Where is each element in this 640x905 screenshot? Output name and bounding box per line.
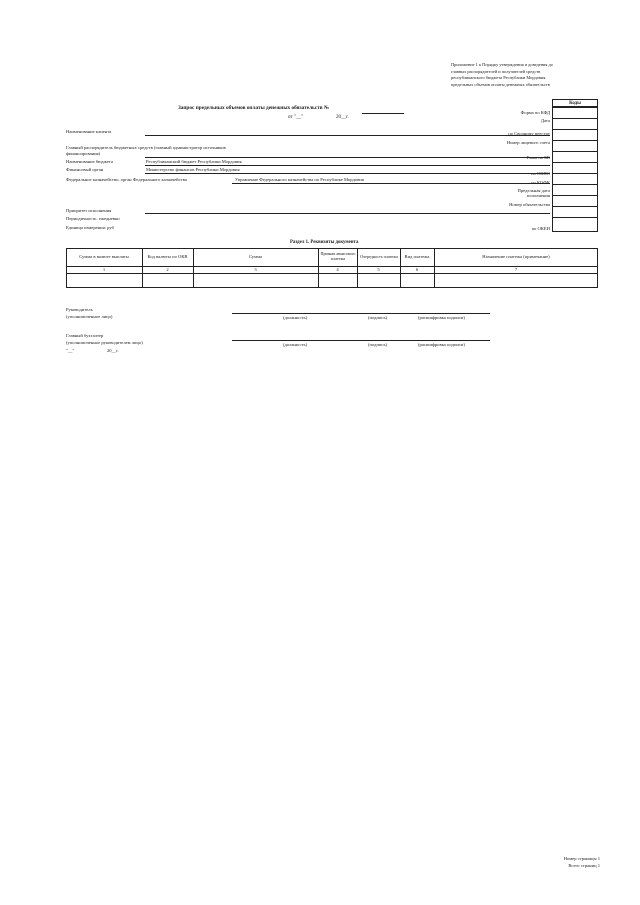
code-label-account: Номер лицевого счета — [506, 140, 550, 145]
codes-column — [552, 107, 598, 232]
codes-separator — [552, 162, 598, 163]
table-col-number: 2 — [166, 266, 169, 272]
codes-separator — [552, 206, 598, 207]
codes-separator — [552, 118, 598, 119]
appendix-line-3: республиканского бюджета Республики Мордовия — [451, 75, 546, 81]
table-col-number: 5 — [377, 266, 380, 272]
section-title: Раздел 1. Реквизиты документа — [290, 240, 359, 245]
sign-date-from: "__" — [66, 348, 75, 353]
accountant-position-caption: (должность) — [283, 342, 308, 347]
table-col-number: 1 — [102, 266, 106, 272]
accountant-sub-label: (уполномоченное руководителем лицо) — [66, 340, 143, 345]
main-manager-line — [145, 157, 550, 158]
table-col-number: 3 — [254, 266, 257, 272]
code-label-okpo: по ОКПО — [531, 171, 550, 176]
accountant-decode-caption: (расшифровка подписи) — [418, 342, 465, 347]
page-number: Номер страницы 1 — [563, 856, 600, 861]
table-number-separator — [66, 273, 598, 274]
main-manager-label: Главный распорядитель бюджетных средств (главный администратор источников — [66, 145, 226, 150]
fin-organ-label: Финансовый орган — [66, 167, 104, 172]
head-decode-caption: (расшифровка подписи) — [418, 315, 465, 320]
table-col-number: 7 — [514, 266, 518, 272]
code-label-bk: Глава по БК — [526, 155, 550, 160]
unit-label: Единица измерения: руб — [66, 225, 114, 230]
appendix-line-4: предельных объемов оплаты денежных обязательств — [451, 81, 550, 87]
fin-organ-value: Министерство финансов Республики Мордовия — [146, 167, 240, 172]
codes-separator — [552, 184, 598, 185]
table-header-amount-currency: Сумма в валюте выплаты — [79, 254, 129, 260]
periodicity-label: Периодичность: ежедневно — [66, 216, 120, 221]
head-signature-caption: (подпись) — [368, 315, 388, 320]
table-col-number: 4 — [336, 266, 339, 272]
document-title: Запрос предельных объемов оплаты денежных обязательств № — [178, 105, 330, 111]
budget-label: Наименование бюджета — [66, 159, 113, 164]
codes-header: Коды — [552, 99, 598, 107]
codes-separator — [552, 173, 598, 174]
code-label-date: Дата — [540, 118, 550, 123]
table-header-advance: Признак авансового платежа — [320, 251, 356, 261]
sign-date-year: 20__г. — [107, 348, 119, 353]
accountant-signature-line — [232, 340, 490, 341]
appendix-line-1: Приложение 1 к Порядку утверждения и доведения до — [451, 62, 553, 67]
code-label-kfd: Форма по КФД — [520, 110, 550, 115]
head-sub-label: (уполномоченное лицо) — [66, 314, 113, 319]
head-signature-line — [232, 313, 490, 314]
title-number-line — [362, 113, 404, 114]
table-col-number: 6 — [415, 266, 419, 272]
priority-line — [145, 213, 550, 214]
table-header-priority: Очередность платежа — [360, 253, 398, 259]
date-from: от "__" — [288, 115, 303, 120]
budget-value: Республиканский бюджет Республики Мордовия — [146, 159, 242, 164]
codes-separator — [552, 151, 598, 152]
code-label-kofk: по КОФК — [531, 180, 550, 185]
codes-separator — [552, 217, 598, 218]
main-manager-label-2: финансирования) — [66, 151, 101, 156]
codes-separator — [552, 140, 598, 141]
code-label-obligation: Номер обязательства — [509, 202, 550, 207]
client-label: Наименование клиента — [66, 129, 112, 134]
accountant-signature-caption: (подпись) — [368, 342, 388, 347]
table-header-payment-type: Вид платежа — [404, 254, 430, 260]
fin-organ-line — [145, 173, 550, 174]
table-header-purpose: Назначение платежа (примечание) — [482, 254, 550, 260]
treasury-line — [232, 183, 550, 184]
table-header-amount: Сумма — [248, 254, 262, 260]
treasury-value: Управление Федерального казначейства по Республике Мордовия — [235, 177, 364, 182]
client-line — [145, 135, 550, 136]
priority-label: Приоритет исполнения — [66, 208, 112, 213]
appendix-note — [451, 62, 601, 88]
total-pages: Всего страниц 1 — [568, 863, 600, 868]
codes-separator — [552, 129, 598, 130]
table-header-currency-code: Код валюты по ОКВ — [147, 254, 188, 260]
head-label: Руководитель — [66, 307, 93, 312]
code-label-okei: по ОКЕИ — [531, 226, 550, 231]
date-year: 20__г. — [336, 115, 349, 120]
accountant-label: Главный бухгалтер — [66, 333, 104, 338]
budget-line — [145, 165, 550, 166]
codes-separator — [552, 195, 598, 196]
appendix-line-2: главных распорядителей и получателей средств — [451, 68, 541, 74]
treasury-label: Федеральное казначейство, орган Федерального казначейства — [66, 177, 187, 182]
code-label-registry: по Сводному реестру — [508, 131, 550, 136]
head-position-caption: (должность) — [283, 315, 308, 320]
code-label-deadline: Предельная дата исполнения — [517, 188, 550, 199]
